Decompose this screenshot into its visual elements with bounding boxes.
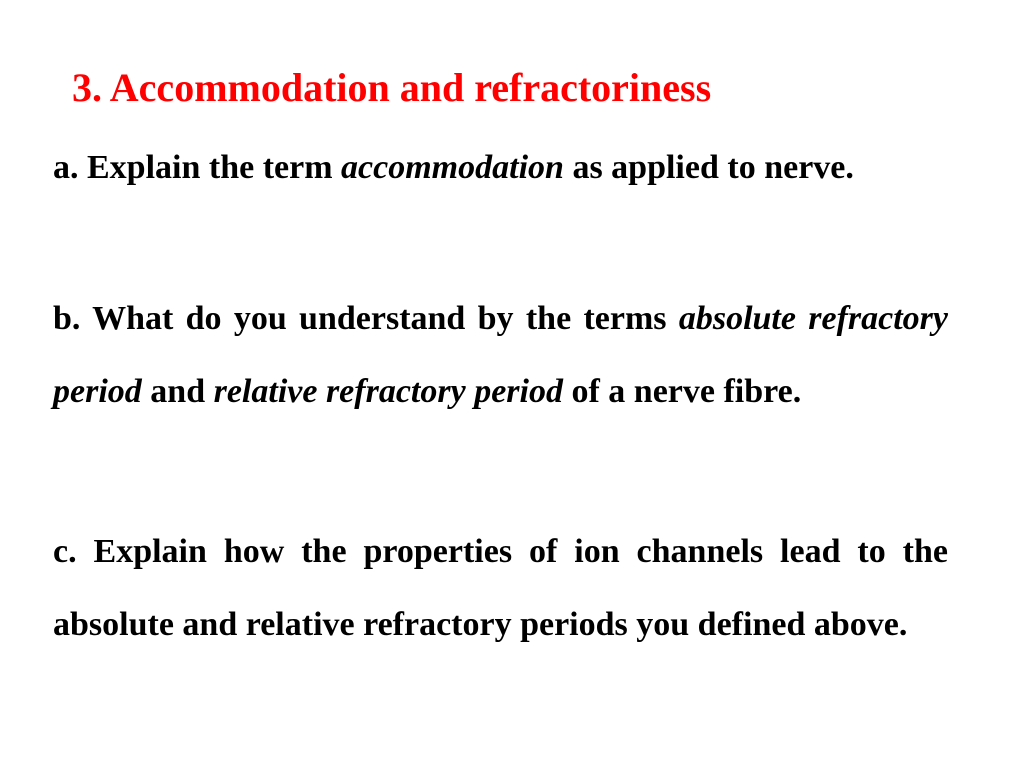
question-a-term-accommodation: accommodation xyxy=(341,149,564,186)
question-b-term-absolute-refractory-period: absolute refractory period xyxy=(53,300,949,410)
question-a-text-end: as applied to nerve. xyxy=(563,149,854,186)
question-b-text-and: and xyxy=(141,373,214,410)
question-b-term-relative-refractory-period: relative refractory period xyxy=(213,373,563,410)
question-b xyxy=(53,282,948,428)
question-b-text: b. What do you understand by the terms xyxy=(53,300,679,337)
question-a xyxy=(53,142,948,194)
question-c-text: c. Explain how the properties of ion channels lead to the absolute and relative refractory periods you defined above. xyxy=(53,533,948,643)
question-b-text-end: of a nerve fibre. xyxy=(562,373,802,410)
question-a-text: a. Explain the term xyxy=(53,149,342,186)
question-c xyxy=(53,515,948,661)
slide-title: 3. Accommodation and refractoriness xyxy=(72,65,712,110)
